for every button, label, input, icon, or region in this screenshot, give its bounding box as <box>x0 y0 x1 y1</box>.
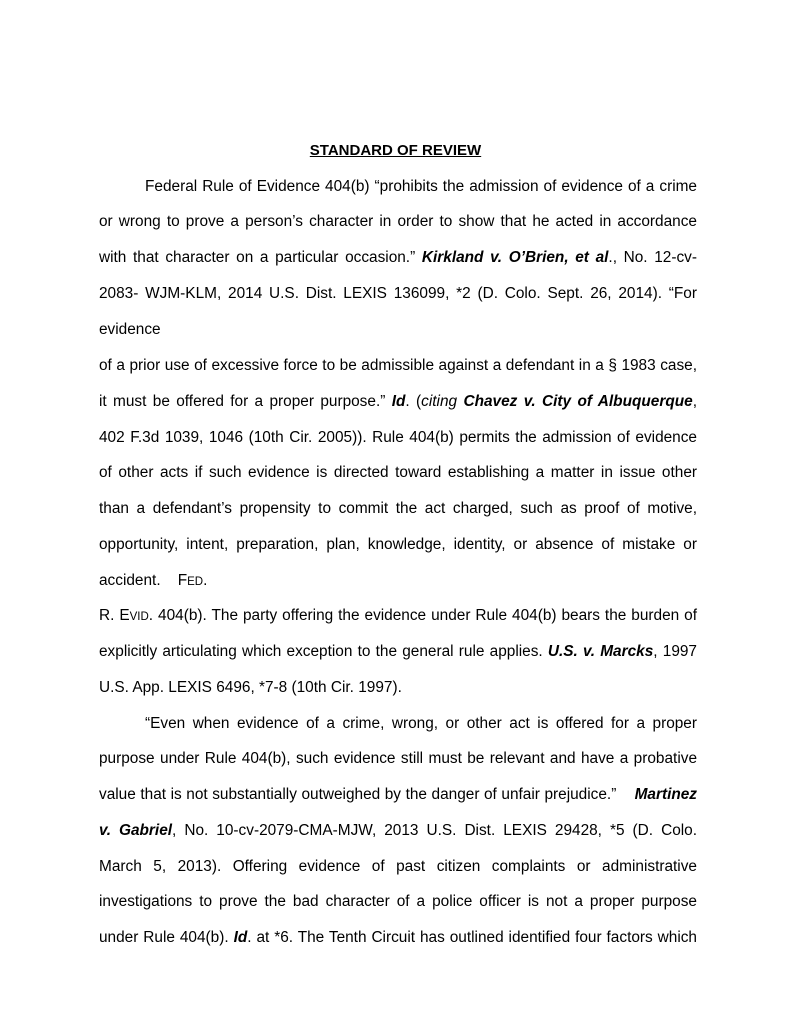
text-line <box>99 857 697 877</box>
text-run: ., No. 12-cv- <box>608 249 697 266</box>
text-run: under Rule 404(b). <box>99 929 229 946</box>
case-citation: Id <box>233 929 248 946</box>
text-run: opportunity, intent, preparation, plan, knowledge, identity, or absence of mistake or <box>99 536 697 553</box>
text-run: of a prior use of excessive force to be admissible against a defendant in a § 1983 case, <box>99 357 697 374</box>
text-line <box>99 928 697 948</box>
text-line <box>99 535 697 555</box>
text-run: F <box>177 572 188 589</box>
text-run: , <box>692 393 697 410</box>
text-line <box>145 714 697 734</box>
text-line <box>99 212 697 232</box>
text-run: , No. 10-cv-2079-CMA-MJW, 2013 U.S. Dist. LEXIS 29428, *5 (D. Colo. <box>172 822 698 839</box>
citing-signal: citing <box>421 393 458 410</box>
text-line <box>99 463 697 483</box>
text-run: than a defendant’s propensity to commit the act charged, such as proof of motive, <box>99 500 697 517</box>
text-run: evidence <box>99 321 161 338</box>
text-run: 2083- WJM-KLM, 2014 U.S. Dist. LEXIS 136099, *2 (D. Colo. Sept. 26, 2014). “For <box>99 285 697 302</box>
case-citation: Kirkland v. O’Brien, et al <box>421 249 609 266</box>
text-run: . 404(b). The party offering the evidence under Rule 404(b) bears the burden of <box>148 607 697 624</box>
text-run: U.S. App. LEXIS 6496, *7-8 (10th Cir. 1997). <box>99 679 402 696</box>
text-line <box>99 392 697 412</box>
small-caps-run: ED <box>187 576 204 588</box>
page-title: STANDARD OF REVIEW <box>309 142 482 159</box>
text-run: it must be offered for a proper purpose.” <box>99 393 386 410</box>
text-run: value that is not substantially outweighed by the danger of unfair prejudice.” <box>99 786 617 803</box>
text-line <box>99 428 697 448</box>
text-run: of other acts if such evidence is directed toward establishing a matter in issue other <box>99 464 697 481</box>
case-citation: U.S. v. Marcks <box>547 643 654 660</box>
text-run: accident. <box>99 572 161 589</box>
text-run: . <box>203 572 208 589</box>
text-run: explicitly articulating which exception to the general rule applies. <box>99 643 543 660</box>
text-run: “Even when evidence of a crime, wrong, or other act is offered for a proper <box>145 715 697 732</box>
text-line <box>99 571 697 592</box>
text-line <box>99 785 697 805</box>
text-run: , 1997 <box>653 643 697 660</box>
text-line <box>145 177 697 197</box>
text-line <box>99 642 697 662</box>
text-run: purpose under Rule 404(b), such evidence still must be relevant and have a probative <box>99 750 697 767</box>
text-run: investigations to prove the bad character of a police officer is not a proper purpose <box>99 893 697 910</box>
text-line <box>99 248 697 268</box>
text-run: March 5, 2013). Offering evidence of past citizen complaints or administrative <box>99 858 697 875</box>
text-run: R. E <box>99 607 130 624</box>
text-line <box>99 284 697 304</box>
text-run: . ( <box>405 393 422 410</box>
case-citation: v. Gabriel <box>99 822 173 839</box>
text-run: or wrong to prove a person’s character in order to show that he acted in accordance <box>99 213 697 230</box>
text-line <box>99 606 697 627</box>
text-line <box>99 749 697 769</box>
text-line <box>99 356 697 376</box>
small-caps-run: VID <box>129 611 149 623</box>
text-run: with that character on a particular occasion.” <box>99 249 416 266</box>
text-line <box>99 678 697 698</box>
text-run: 402 F.3d 1039, 1046 (10th Cir. 2005)). Rule 404(b) permits the admission of evidence <box>99 429 697 446</box>
case-citation: Martinez <box>634 786 698 803</box>
text-line <box>99 320 697 340</box>
text-line <box>99 499 697 519</box>
text-line <box>99 821 697 841</box>
case-citation: Id <box>391 393 406 410</box>
case-citation: Chavez v. City of Albuquerque <box>463 393 693 410</box>
text-run: . at *6. The Tenth Circuit has outlined identified four factors which <box>247 929 697 946</box>
text-run: Federal Rule of Evidence 404(b) “prohibits the admission of evidence of a crime <box>145 178 697 195</box>
text-line <box>99 892 697 912</box>
